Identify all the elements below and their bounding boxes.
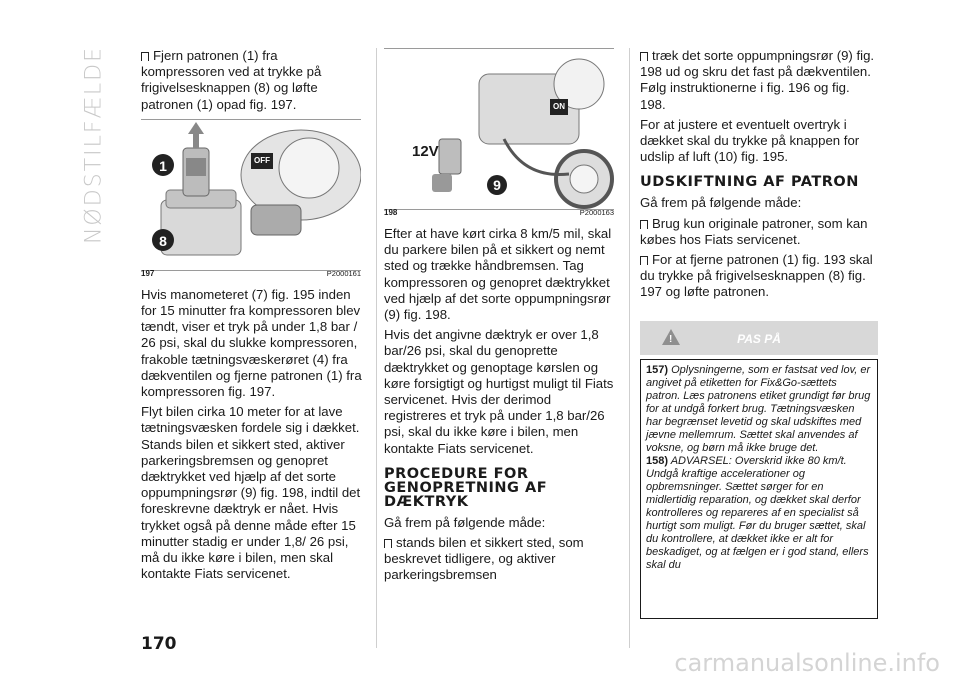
figure-198	[384, 48, 614, 217]
figure-197	[141, 119, 361, 278]
column-3	[640, 48, 878, 619]
col3-intro: Gå frem på følgende måde:	[640, 195, 802, 211]
section-heading: PROCEDURE FOR GENOPRETNING AF DÆKTRYK	[384, 465, 548, 510]
bullet-icon	[640, 220, 648, 229]
figure-number: 198	[384, 207, 398, 217]
callout-1: 1	[159, 157, 167, 174]
figure-number: 197	[141, 268, 155, 278]
callout-9: 9	[493, 177, 501, 193]
col2-paragraph-1: Efter at have kørt cirka 8 km/5 mil, skal du parkere bilen på et sikkert og nemt sted og trække håndbremsen. Tag kompressoren og genopret dæktrykket ved hjælp af det sorte oppumpningsrør (9) fig. 198.	[384, 226, 612, 323]
section-heading: UDSKIFTNING AF PATRON	[640, 174, 859, 191]
warning-header	[640, 321, 878, 355]
col3-paragraph-1: For at justere et eventuelt overtryk i dækket skal du trykke på knappen for udslip af luft (10) fig. 195.	[640, 116, 860, 165]
col3-bullet: For at fjerne patronen (1) fig. 193 skal du trykke på frigivelsesknappen (8) fig. 197 og løfte patronen.	[640, 252, 873, 300]
col1-paragraph-1: Hvis manometeret (7) fig. 195 inden for 15 minutter fra kompressoren blev tændt, viser et tryk på under 1,8 bar / 26 psi, skal du slukke kompressoren, frakoble tætningsvæskerøret (4) fra dækventilen og fjerne patronen (1) fra kompressoren fig. 197.	[141, 286, 362, 400]
section-title: NØDSTILFÆLDE	[81, 45, 107, 245]
figure-code: P2000163	[579, 207, 614, 217]
figure-caption	[141, 266, 361, 282]
col1-paragraph-2: Flyt bilen cirka 10 meter for at lave tætningsvæsken fordele sig i dækket. Stands bilen et sikkert sted, aktiver parkeringsbremsen og genopret dæktrykket ved hjælp af det sorte oppumpningsrør (9) fig. 198, indtil det foreskrevne dæktryk er nået. Hvis trykket også på denne måde efter 15 minutter stadig er under 1,8/ 26 psi, må du ikke køre i bilen, men skal kontakte Fiats servicenet.	[141, 404, 361, 582]
column-divider	[629, 48, 630, 648]
warning-box	[640, 359, 878, 619]
callout-8: 8	[159, 232, 167, 249]
warning-158: 158) ADVARSEL: Overskrid ikke 80 km/t. Undgå kraftige accelerationer og opbremsninger. Sættet sørger for en midlertidig reparation, og dækket skal derfor kontrolleres og repareres af en specialist så hurtigt som muligt. Før du bruger sættet, skal du kontrollere, at dækket ikke er alt for beskadiget, og at fælgen er i god stand, ellers skal du	[646, 454, 869, 571]
label-12v: 12V	[412, 143, 439, 160]
off-label: OFF	[251, 153, 273, 169]
col2-intro: Gå frem på følgende måde:	[384, 514, 546, 530]
column-2	[384, 48, 616, 588]
section-tab	[81, 45, 107, 245]
warning-title: PAS PÅ	[737, 331, 781, 346]
column-divider	[376, 48, 377, 648]
col3-bullet: træk det sorte oppumpningsrør (9) fig. 198 ud og skru det fast på dækventilen. Følg instruktionerne i fig. 196 og fig. 198.	[640, 48, 875, 112]
warning-157: 157) Oplysningerne, som er fastsat ved lov, er angivet på etiketten for Fix&Go-sættets patron. Læs patronens etiket grundigt før brug for at undgå forkert brug. Tætningsvæsken har begrænset levetid og skal udskiftes med jævne mellemrum. Sættet skal anvendes af voksne, og børn må ikke bruge det.	[646, 363, 871, 454]
col2-paragraph-2: Hvis det angivne dæktryk er over 1,8 bar/26 psi, skal du genoprette dæktrykket og genoptage kørslen og køre forsigtigt og hurtigst muligt til Fiats servicenet. Hvis der derimod registreres et tryk på under 1,8 bar/26 psi, skal du ikke køre i bilen, men kontakte Fiats servicenet.	[384, 327, 614, 456]
column-1	[141, 48, 363, 586]
page-number: 170	[141, 634, 177, 654]
col1-bullet: Fjern patronen (1) fra kompressoren ved at trykke på frigivelsesknappen (8) og løfte patronen (1) opad fig. 197.	[141, 48, 322, 112]
watermark: carmanualsonline.info	[674, 649, 940, 677]
bullet-icon	[640, 256, 648, 265]
compressor-cartridge-illustration	[141, 120, 361, 270]
on-label: ON	[550, 99, 568, 115]
col3-bullet: Brug kun originale patroner, som kan købes hos Fiats servicenet.	[640, 215, 868, 247]
figure-caption	[384, 205, 614, 221]
figure-code: P2000161	[326, 268, 361, 278]
bullet-icon	[640, 52, 648, 61]
col2-bullet: stands bilen et sikkert sted, som beskrevet tidligere, og aktiver parkeringsbremsen	[384, 535, 584, 583]
bullet-icon	[141, 52, 149, 61]
bullet-icon	[384, 539, 392, 548]
